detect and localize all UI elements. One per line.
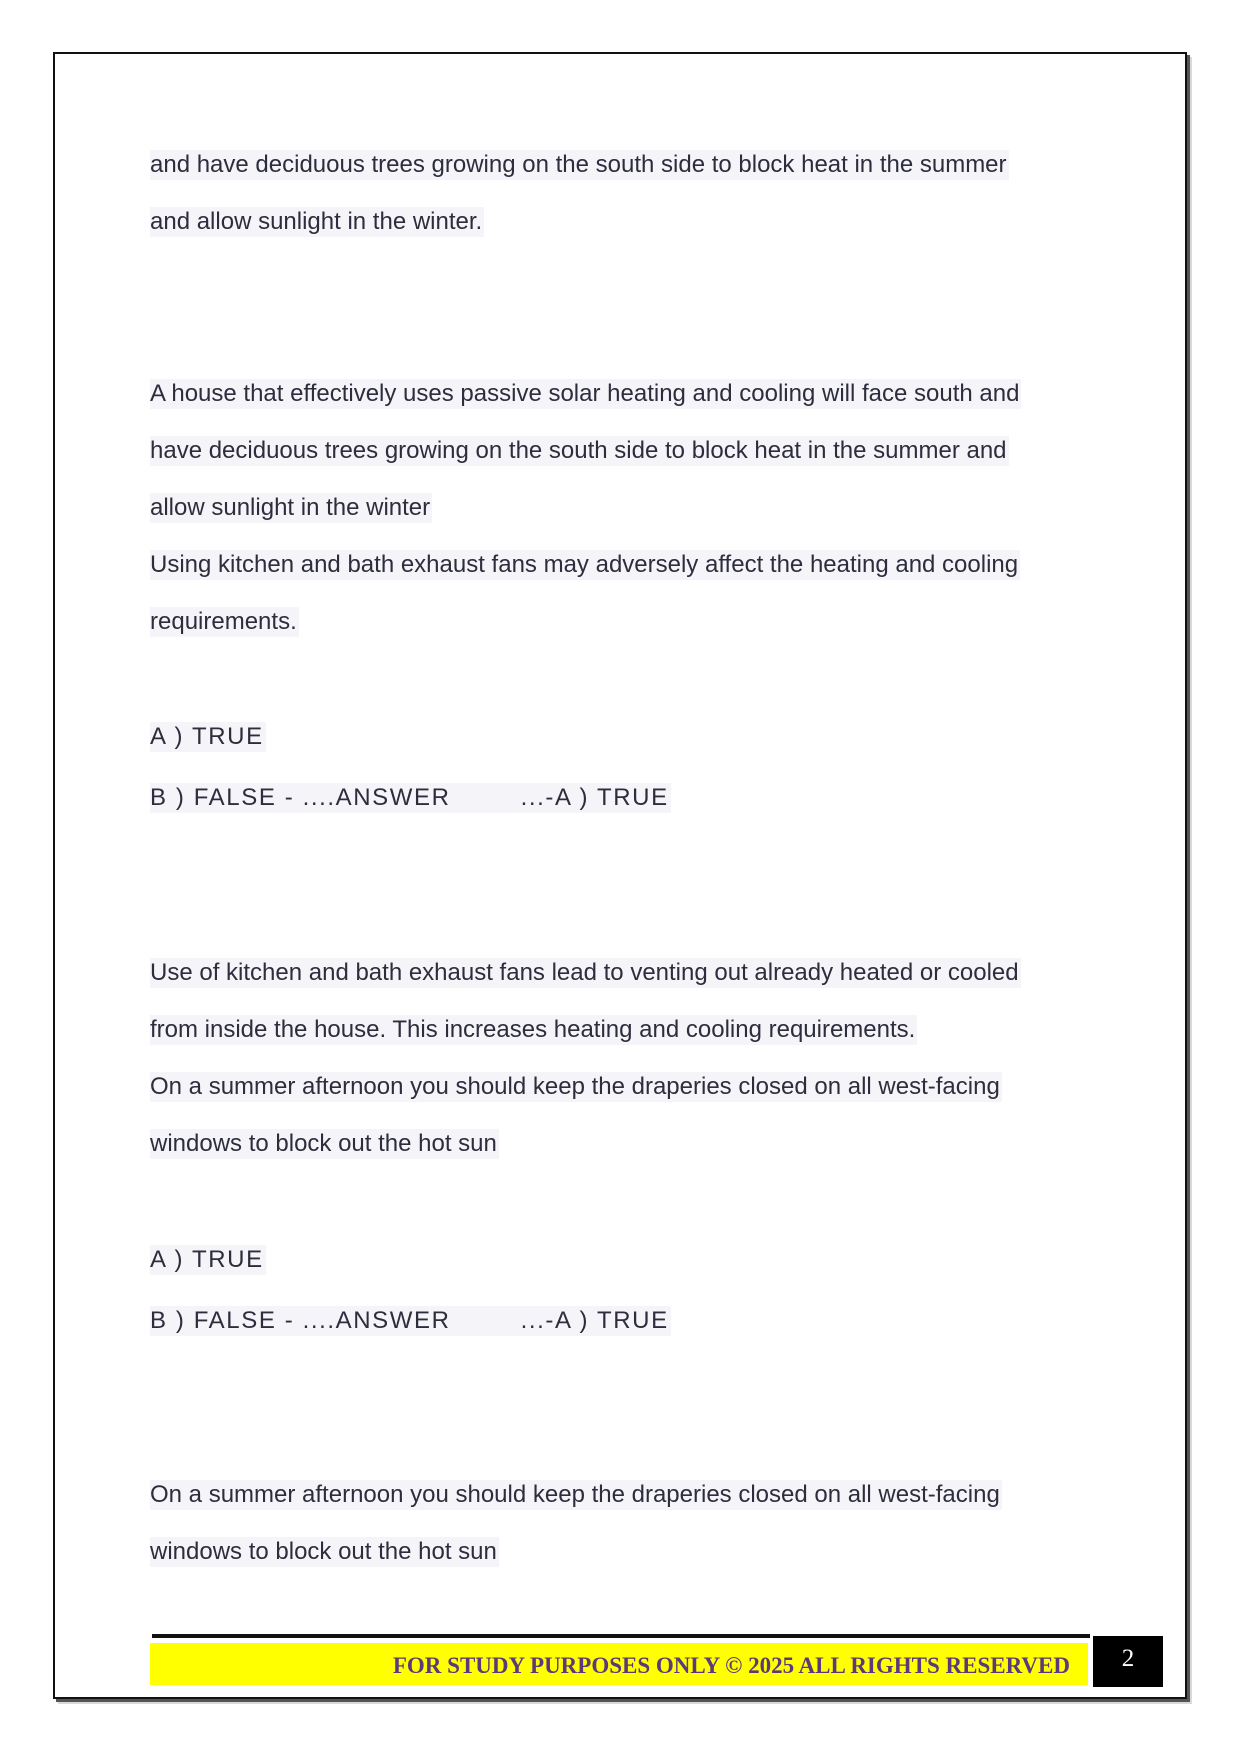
- option-b: B ) FALSE - ....ANSWER: [150, 1307, 451, 1334]
- answer-text: ...-A ) TRUE: [520, 784, 669, 811]
- page-border: [53, 52, 1187, 1699]
- text-line: On a summer afternoon you should keep the draperies closed on all west-facing: [150, 1481, 1000, 1508]
- text-line: requirements.: [150, 608, 297, 635]
- text-line: windows to block out the hot sun: [150, 1538, 497, 1565]
- text-line: Use of kitchen and bath exhaust fans lead to venting out already heated or cooled: [150, 959, 1019, 986]
- text-line: allow sunlight in the winter: [150, 494, 431, 521]
- text-line: have deciduous trees growing on the south side to block heat in the summer and: [150, 437, 1007, 464]
- answer-text: ...-A ) TRUE: [520, 1307, 669, 1334]
- text-line: A house that effectively uses passive solar heating and cooling will face south and: [150, 380, 1020, 407]
- text-line: and allow sunlight in the winter.: [150, 208, 483, 235]
- option-b: B ) FALSE - ....ANSWER: [150, 784, 451, 811]
- text-line: and have deciduous trees growing on the south side to block heat in the summer: [150, 151, 1007, 178]
- text-line: Using kitchen and bath exhaust fans may adversely affect the heating and cooling: [150, 551, 1019, 578]
- option-a: A ) TRUE: [150, 723, 264, 750]
- page-number: 2: [1093, 1636, 1163, 1687]
- text-line: from inside the house. This increases heating and cooling requirements.: [150, 1016, 916, 1043]
- text-line: windows to block out the hot sun: [150, 1130, 497, 1157]
- footer-banner: [150, 1643, 1088, 1685]
- option-b-with-answer: [150, 1306, 671, 1336]
- footer-rule: [152, 1634, 1090, 1638]
- option-b-with-answer: [150, 783, 671, 813]
- footer-notice: FOR STUDY PURPOSES ONLY © 2025 ALL RIGHTS RESERVED: [392, 1653, 1070, 1678]
- option-a: A ) TRUE: [150, 1246, 264, 1273]
- text-line: On a summer afternoon you should keep the draperies closed on all west-facing: [150, 1073, 1000, 1100]
